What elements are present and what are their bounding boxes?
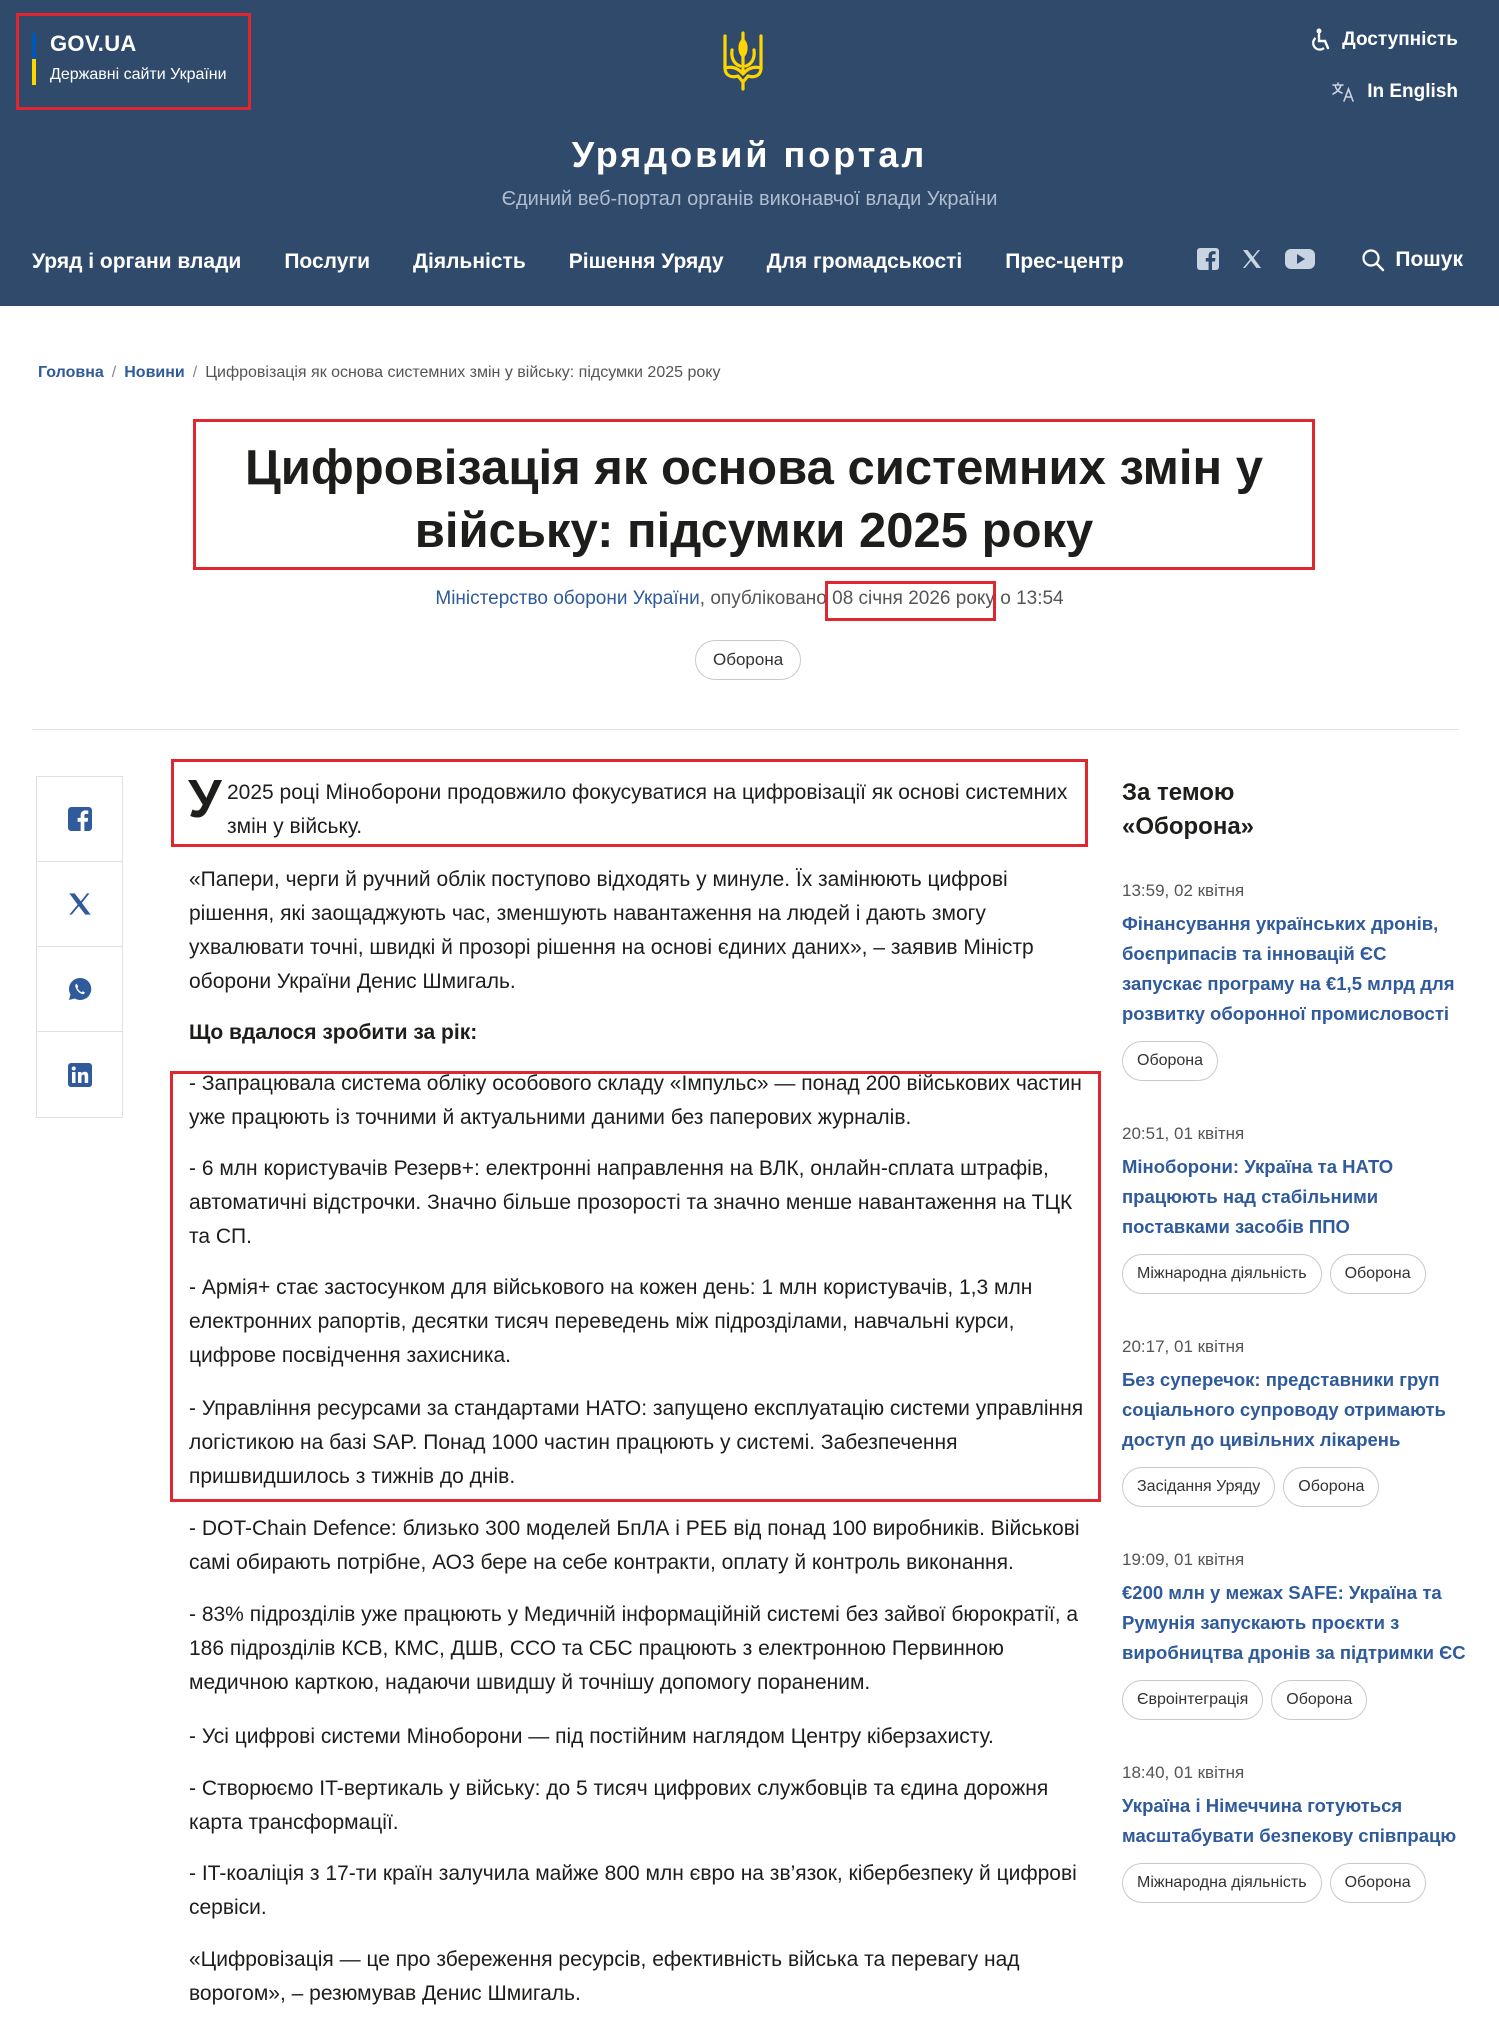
sidebar-news-item [1122,1550,1467,1720]
article-time: о 13:54 [1000,588,1064,609]
article-date: 08 січня 2026 року [832,588,995,609]
nav-services[interactable]: Послуги [284,250,371,273]
trident-icon[interactable] [720,30,766,92]
social-links [1197,248,1315,270]
breadcrumb-separator: / [111,364,117,381]
nav-decisions[interactable]: Рішення Уряду [568,250,724,273]
main-nav [32,250,1124,274]
english-link[interactable] [1331,80,1458,104]
news-tag[interactable]: Міжнародна діяльність [1122,1254,1322,1294]
news-tag[interactable]: Євроінтеграція [1122,1680,1263,1720]
breadcrumb-current: Цифровізація як основа системних змін у війську: підсумки 2025 року [205,364,721,381]
dropcap: У [188,769,222,829]
sidebar-news-item [1122,881,1467,1081]
article-lead: 2025 році Міноборони продовжило фокусуватися на цифровізації як основі системних змін у війську. [227,781,1068,838]
news-headline[interactable]: Міноборони: Україна та НАТО працюють над стабільними поставками засобів ППО [1122,1156,1394,1237]
govua-title: GOV.UA [50,31,137,56]
share-x[interactable] [37,862,122,947]
article-meta [0,588,1499,610]
article-subheading: Що вдалося зробити за рік: [189,1021,478,1044]
news-time: 20:17, 01 квітня [1122,1337,1245,1356]
article-paragraph: - DOT-Chain Defence: близько 300 моделей БпЛА і РЕБ від понад 100 виробників. Військові самі обирають потрібне, АОЗ бере на себе контракти, оплату й контроль виконання. [189,1517,1080,1574]
translate-icon [1331,80,1357,104]
article-paragraph: - 6 млн користувачів Резерв+: електронні направлення на ВЛК, онлайн-сплата штрафів, автоматичні відстрочки. Значно більше прозорості та значно менше навантаження на ТЦК та СП. [189,1157,1073,1248]
accessibility-icon [1310,28,1332,52]
sidebar-title-text: За темою «Оборона» [1122,779,1255,840]
news-tag[interactable]: Оборона [1283,1467,1379,1507]
news-tag[interactable]: Оборона [1330,1254,1426,1294]
news-time: 13:59, 02 квітня [1122,881,1245,900]
search-label: Пошук [1395,248,1463,271]
news-tag[interactable]: Засідання Уряду [1122,1467,1275,1507]
govua-link[interactable] [16,13,251,110]
govua-subtitle: Державні сайти України [50,66,227,83]
accessibility-button[interactable] [1310,28,1458,52]
article-title: Цифровізація як основа системних змін у війську: підсумки 2025 року [245,441,1263,558]
accessibility-label: Доступність [1342,29,1458,50]
article-paragraph: - 83% підрозділів уже працюють у Медичній інформаційній системі без зайвої бюрократії, а 186 підрозділів КСВ, КМС, ДШВ, ССО та СБС працюють з електронною Первинною медичною карткою, надаючи швидшу й точнішу допомогу пораненим. [189,1603,1079,1694]
news-headline[interactable]: Україна і Німеччина готуються масштабувати безпекову співпрацю [1122,1795,1457,1846]
divider [32,729,1459,730]
article-paragraph: - Армія+ стає застосунком для військового на кожен день: 1 млн користувачів, 1,3 млн електронних рапортів, десятки тисяч переведень між підрозділами, навчальні курси, цифрове посвідчення захисника. [189,1276,1033,1367]
article-paragraph: - IT-коаліція з 17-ти країн залучила майже 800 млн євро на зв’язок, кібербезпеку й цифрові сервіси. [189,1862,1077,1919]
nav-activity[interactable]: Діяльність [413,250,526,273]
portal-subtitle: Єдиний веб-портал органів виконавчої влади України [501,188,998,210]
x-twitter-icon[interactable] [1241,248,1263,270]
news-headline[interactable]: Фінансування українських дронів, боєприпасів та інновацій ЄС запускає програму на €1,5 млрд для розвитку оборонної промисловості [1122,913,1455,1024]
sidebar-news-item [1122,1337,1467,1507]
share-whatsapp[interactable] [37,947,122,1032]
sidebar-title [1122,776,1272,844]
sidebar-news-item [1122,1124,1467,1294]
sidebar-news-item [1122,1763,1467,1903]
article-paragraph: - Усі цифрові системи Міноборони — під постійним наглядом Центру кіберзахисту. [189,1725,994,1748]
share-facebook[interactable] [37,777,122,862]
news-headline[interactable]: €200 млн у межах SAFE: Україна та Румунія запускають проєкти з виробництва дронів за підтримки ЄС [1122,1582,1466,1663]
share-panel [36,776,123,1118]
breadcrumb-home[interactable]: Головна [38,364,104,381]
news-tag[interactable]: Міжнародна діяльність [1122,1863,1322,1903]
search-button[interactable] [1361,248,1463,272]
article-paragraph: - Створюємо IT-вертикаль у війську: до 5 тисяч цифрових службовців та єдина дорожня карта трансформації. [189,1777,1049,1834]
news-time: 18:40, 01 квітня [1122,1763,1245,1782]
whatsapp-icon [67,976,93,1002]
facebook-icon [68,807,92,831]
article-paragraph: «Цифровізація — це про збереження ресурсів, ефективність війська та перевагу над ворогом», – резюмував Денис Шмигаль. [189,1948,1020,2005]
portal-title[interactable]: Урядовий портал [571,134,928,175]
date-highlight [825,581,996,621]
youtube-icon[interactable] [1285,248,1315,270]
article-paragraph: - Запрацювала система обліку особового складу «Імпульс» — понад 200 військових частин уже працюють із точними й актуальними даними без паперових журналів. [189,1072,1082,1129]
share-linkedin[interactable] [37,1032,122,1117]
article-tag[interactable]: Оборона [695,640,801,680]
breadcrumb [38,364,720,382]
news-tag[interactable]: Оборона [1122,1041,1218,1081]
x-twitter-icon [67,891,93,917]
nav-public[interactable]: Для громадськості [766,250,963,273]
english-label: In English [1367,81,1458,102]
ukraine-flag-icon [32,33,36,85]
news-tag[interactable]: Оборона [1271,1680,1367,1720]
search-icon [1361,248,1385,272]
news-time: 19:09, 01 квітня [1122,1550,1245,1569]
article-paragraph: - Управління ресурсами за стандартами НАТО: запущено експлуатацію системи управління логістикою на базі SAP. Понад 1000 частин працюють у системі. Забезпечення пришвидшилось з тижнів до днів. [189,1397,1084,1488]
breadcrumb-separator: / [192,364,198,381]
linkedin-icon [68,1063,92,1087]
site-header [0,0,1499,306]
facebook-icon[interactable] [1197,248,1219,270]
nav-press-center[interactable]: Прес-центр [1005,250,1124,273]
published-label: , опубліковано [699,588,827,609]
breadcrumb-news[interactable]: Новини [124,364,185,381]
news-time: 20:51, 01 квітня [1122,1124,1245,1143]
news-tag[interactable]: Оборона [1330,1863,1426,1903]
article-paragraph: «Папери, черги й ручний облік поступово відходять у минуле. Їх замінюють цифрові рішення, які заощаджують час, зменшують навантаження на людей і дають змогу ухвалювати точні, швидкі й прозорі рішення на основі єдиних даних», – заявив Міністр оборони України Денис Шмигаль. [189,868,1034,993]
news-headline[interactable]: Без суперечок: представники груп соціального супроводу отримають доступ до цивільних лікарень [1122,1369,1446,1450]
nav-government[interactable]: Уряд і органи влади [32,250,242,273]
article-source[interactable]: Міністерство оборони України [435,588,700,609]
